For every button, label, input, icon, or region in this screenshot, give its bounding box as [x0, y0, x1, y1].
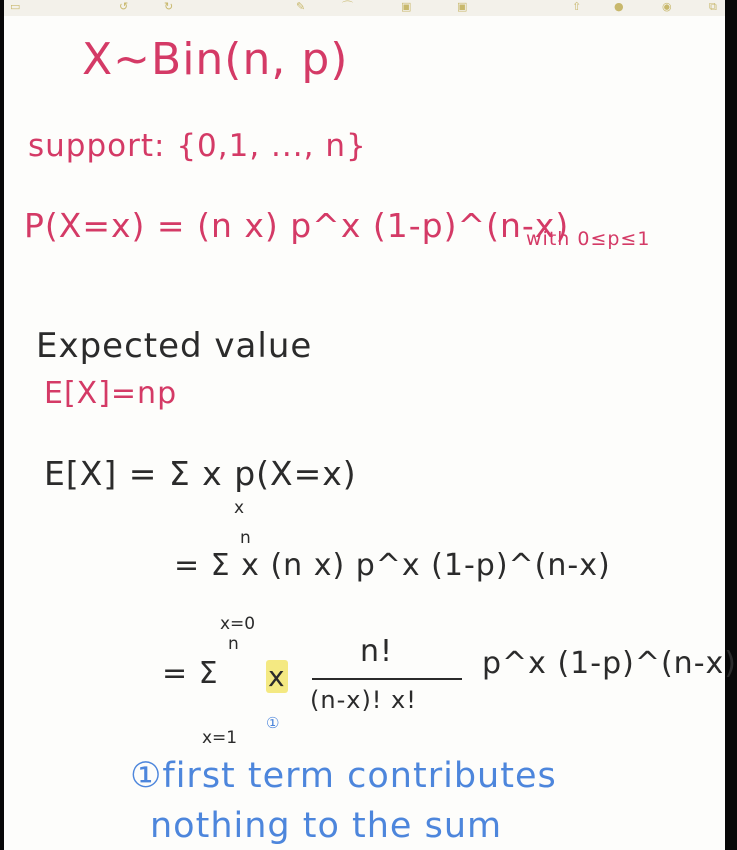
- undo-icon[interactable]: ↺: [119, 0, 129, 13]
- line2-sum-lower: x=0: [220, 614, 256, 634]
- derivation-line-2: = Σ x (n x) p^x (1-p)^(n-x): [174, 548, 611, 583]
- redo-icon[interactable]: ↻: [164, 0, 174, 13]
- footnote-line-2: nothing to the sum: [150, 806, 503, 846]
- more-icon[interactable]: ⧉: [709, 0, 717, 13]
- record-icon[interactable]: ●: [614, 0, 624, 13]
- footnote-marker: ①: [266, 714, 281, 732]
- line2-sum-upper: n: [240, 528, 251, 548]
- ev-title: Expected value: [36, 326, 313, 366]
- sidebar-icon[interactable]: ▭: [10, 0, 21, 13]
- image-icon[interactable]: ▣: [401, 0, 412, 13]
- footnote-line-1: ①first term contributes: [130, 756, 557, 796]
- fraction-bar: [312, 678, 462, 680]
- pen-icon[interactable]: ✎: [296, 0, 306, 13]
- share-icon[interactable]: ⇧: [572, 0, 582, 13]
- ev-result: E[X]=np: [44, 376, 178, 411]
- pmf-condition: with 0≤p≤1: [526, 228, 651, 250]
- fraction-denominator: (n-x)! x!: [310, 686, 417, 714]
- user-icon[interactable]: ◉: [662, 0, 672, 13]
- note-page: [4, 16, 737, 850]
- line3-sum-lower: x=1: [202, 728, 238, 748]
- toolbar: [4, 0, 725, 16]
- line3-sum-upper: n: [228, 634, 239, 654]
- cancelled-x: x: [268, 660, 286, 693]
- support-line: support: {0,1, ..., n}: [28, 128, 367, 164]
- heading: X~Bin(n, p): [82, 34, 349, 85]
- line3-tail: p^x (1-p)^(n-x): [482, 646, 737, 681]
- right-border: [725, 0, 737, 850]
- pmf-line: P(X=x) = (n x) p^x (1-p)^(n-x): [24, 206, 570, 245]
- line1-sum-index: x: [234, 498, 245, 518]
- lasso-icon[interactable]: ⌒: [342, 0, 353, 13]
- fraction-numerator: n!: [360, 634, 394, 669]
- line3-sum: = Σ: [162, 656, 219, 691]
- camera-icon[interactable]: ▣: [457, 0, 468, 13]
- derivation-line-1: E[X] = Σ x p(X=x): [44, 454, 357, 493]
